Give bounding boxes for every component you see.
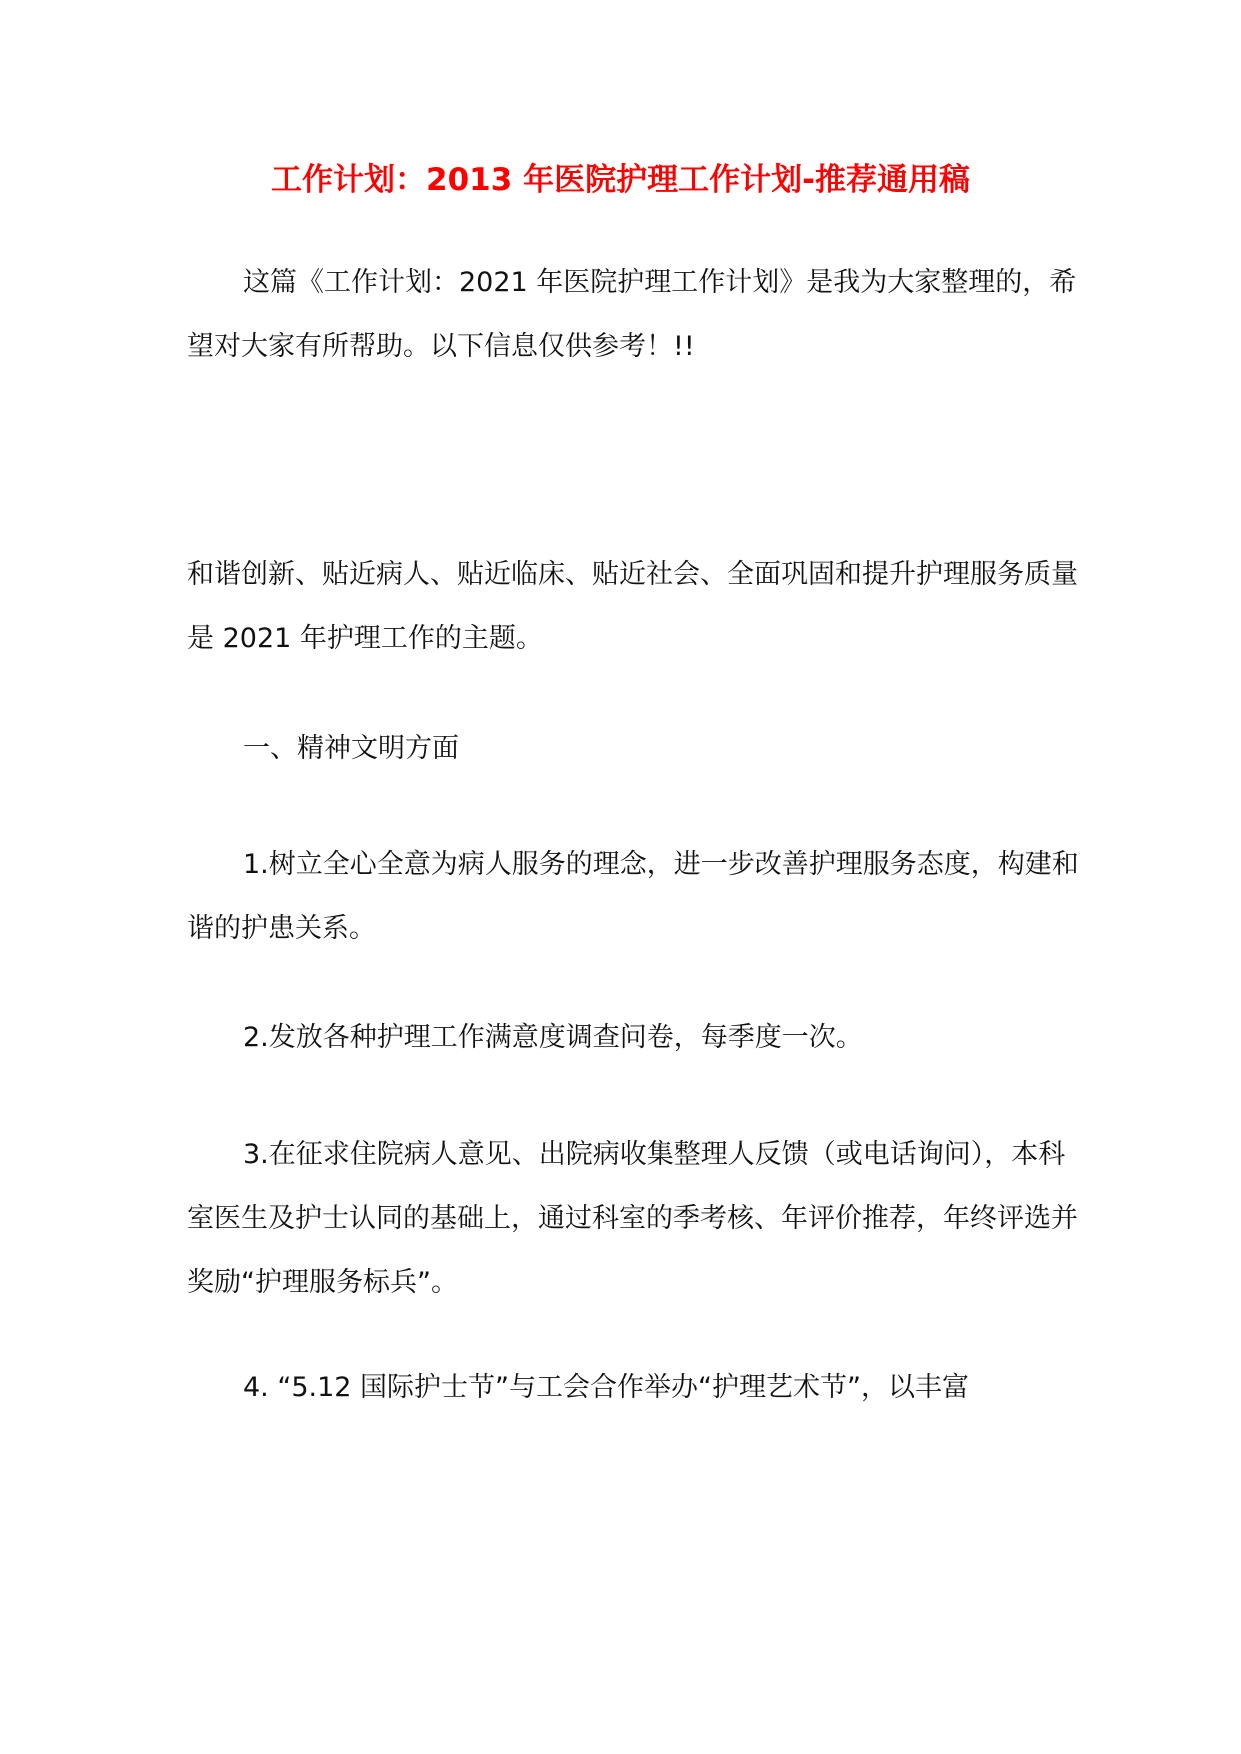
list-item-1: 1.树立全心全意为病人服务的理念，进一步改善护理服务态度，构建和谐的护患关系。 [187, 849, 1079, 944]
list-item-2: 2.发放各种护理工作满意度调查问卷，每季度一次。 [243, 1022, 863, 1053]
list-item-4: 4. “5.12 国际护士节”与工会合作举办“护理艺术节”，以丰富 [243, 1372, 969, 1403]
section-heading: 一、精神文明方面 [243, 733, 459, 764]
list-item-3: 3.在征求住院病人意见、出院病收集整理人反馈（或电话询问），本科室医生及护士认同的基础上，通过科室的季考核、年评价推荐，年终评选并奖励“护理服务标兵”。 [187, 1139, 1078, 1298]
document-title: 工作计划：2013 年医院护理工作计划-推荐通用稿 [271, 162, 970, 198]
theme-paragraph: 和谐创新、贴近病人、贴近临床、贴近社会、全面巩固和提升护理服务质量是 2021 年护理工作的主题。 [187, 559, 1078, 654]
intro-paragraph: 这篇《工作计划：2021 年医院护理工作计划》是我为大家整理的，希望对大家有所帮助。以下信息仅供参考！!! [187, 267, 1077, 362]
